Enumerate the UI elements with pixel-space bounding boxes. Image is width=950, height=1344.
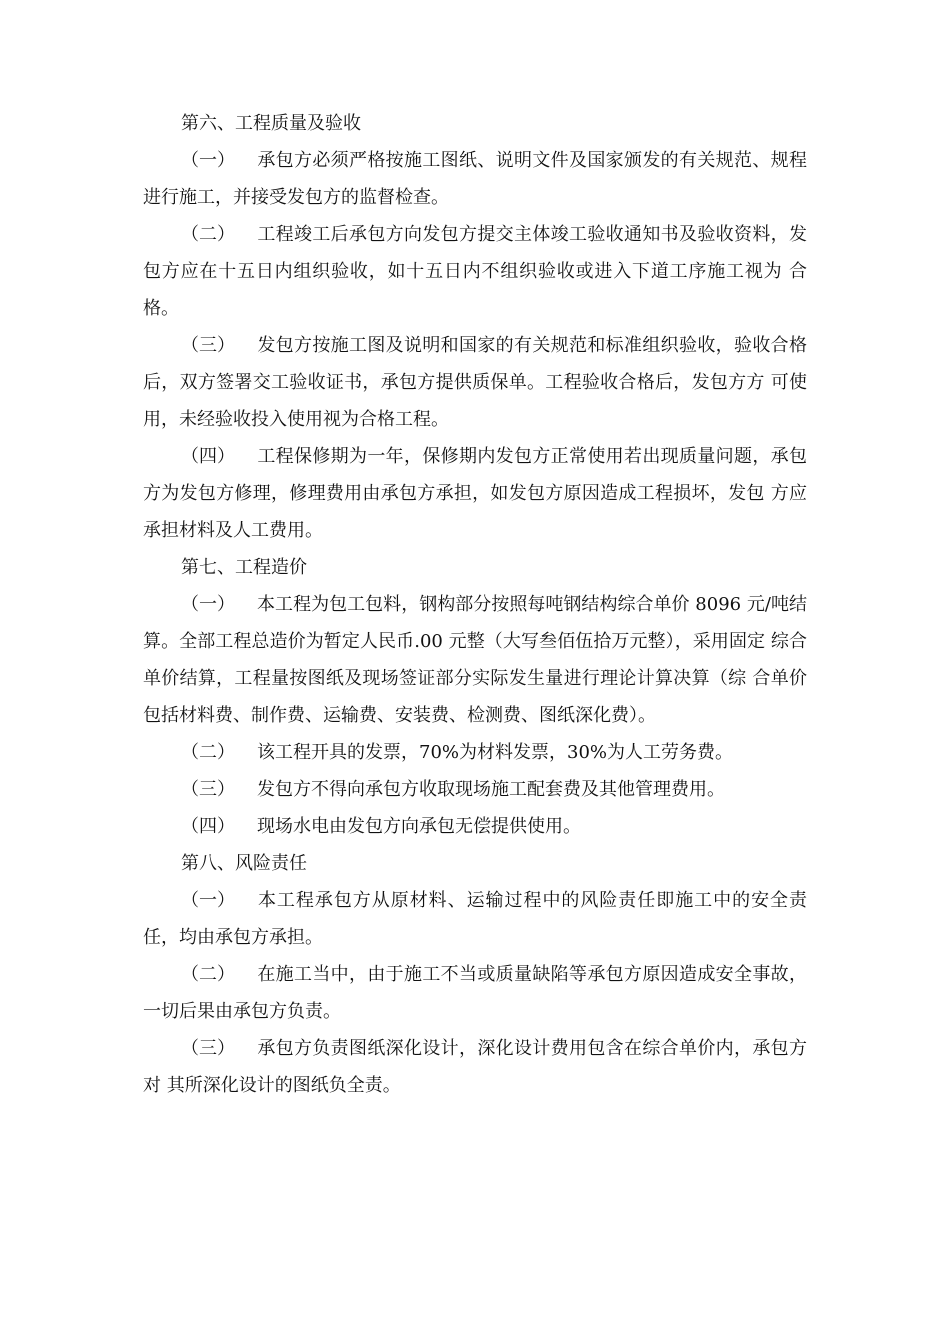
clause-text: 现场水电由发包方向承包无偿提供使用。 [257,816,581,837]
section-heading: 第七、工程造价 [181,557,307,578]
clause-text: 承包方必须严格按施工图纸、说明文件及国家颁发的有关规范、规程 进行施工，并接受发包方的监督检查。 [143,150,807,208]
section-heading: 第八、风险责任 [181,853,307,874]
clause-paragraph [143,142,807,216]
clause-number: （二） [181,224,235,245]
clause-paragraph [143,586,807,734]
clause-paragraph [143,438,807,549]
clause-text: 工程保修期为一年，保修期内发包方正常使用若出现质量问题，承包 方为发包方修理，修理费用由承包方承担，如发包方原因造成工程损坏，发包 方应承担材料及人工费用。 [143,446,807,541]
clause-text: 承包方负责图纸深化设计，深化设计费用包含在综合单价内，承包方对 其所深化设计的图纸负全责。 [143,1038,807,1096]
clause-text: 发包方不得向承包方收取现场施工配套费及其他管理费用。 [257,779,725,800]
clause-number: （一） [181,890,235,911]
clause-number: （三） [181,779,235,800]
section-heading: 第六、工程质量及验收 [181,113,361,134]
clause-paragraph [143,771,807,808]
clause-paragraph [143,808,807,845]
clause-text: 发包方按施工图及说明和国家的有关规范和标准组织验收，验收合格 后，双方签署交工验收证书，承包方提供质保单。工程验收合格后，发包方方 可使用，未经验收投入使用视为合格工程。 [143,335,807,430]
clause-text: 本工程承包方从原材料、运输过程中的风险责任即施工中的安全责 任，均由承包方承担。 [143,890,807,948]
clause-number: （三） [181,335,235,356]
clause-number: （三） [181,1038,235,1059]
clause-paragraph [143,327,807,438]
clause-number: （一） [181,150,235,171]
clause-number: （四） [181,446,235,467]
clause-paragraph [143,882,807,956]
clause-text: 本工程为包工包料，钢构部分按照每吨钢结构综合单价 8096 元/吨结 算。全部工程总造价为暂定人民币.00 元整（大写叁佰伍拾万元整），采用固定 综合单价结算，工程量按图纸及现场签证部分实际发生量进行理论计算决算（综 合单价包括材料费、制作费、运输费、安装费、检测费、图纸深化费）。 [143,594,807,726]
clause-text: 在施工当中，由于施工不当或质量缺陷等承包方原因造成安全事故， 一切后果由承包方负责。 [143,964,807,1022]
clause-paragraph [143,216,807,327]
clause-text: 该工程开具的发票，70%为材料发票，30%为人工劳务费。 [257,742,734,763]
clause-paragraph [143,956,807,1030]
clause-number: （二） [181,742,235,763]
clause-number: （一） [181,594,235,615]
clause-text: 工程竣工后承包方向发包方提交主体竣工验收通知书及验收资料，发 包方应在十五日内组织验收，如十五日内不组织验收或进入下道工序施工视为 合格。 [143,224,807,319]
clause-number: （四） [181,816,235,837]
clause-number: （二） [181,964,235,985]
contract-text [143,105,807,1104]
clause-paragraph [143,734,807,771]
clause-paragraph [143,1030,807,1104]
